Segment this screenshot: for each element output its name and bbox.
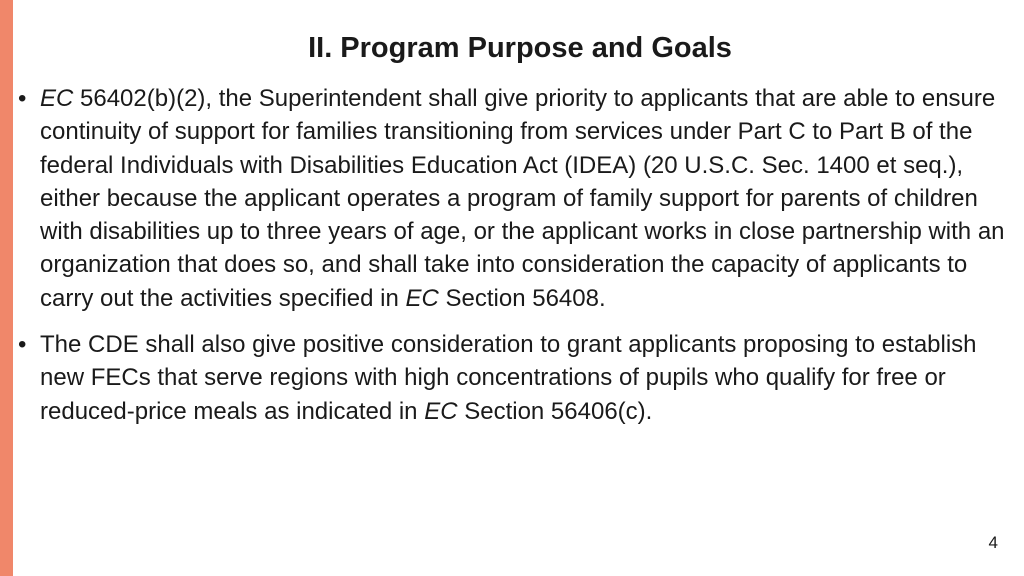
bullet-icon: • bbox=[18, 331, 27, 359]
ec-abbreviation: EC bbox=[40, 85, 74, 112]
bullet-text: The CDE shall also give positive consideration to grant applicants proposing to establish new FECs that serve regions with high concentrations of pupils who qualify for free or reduced-price meals as indicated in bbox=[40, 331, 977, 425]
bullet-item-1 bbox=[18, 82, 1008, 315]
bullet-text: 56402(b)(2), the Superintendent shall give priority to applicants that are able to ensure continuity of support for families transitioning from services under Part C to Part B of the federal Individuals with Disabilities Education Act (IDEA) (20 U.S.C. Sec. 1400 et seq.), either because the applicant operates a program of family support for parents of children with disabilities up to three years of age, or the applicant works in close partnership with an organization that does so, and shall take into consideration the capacity of applicants to carry out the activities specified in bbox=[40, 85, 1005, 312]
bullet-text: Section 56406(c). bbox=[457, 397, 653, 425]
bullet-item-2 bbox=[18, 328, 1008, 428]
bullet-icon: • bbox=[18, 85, 27, 112]
bullet-list bbox=[18, 82, 1008, 428]
page-number: 4 bbox=[988, 533, 998, 552]
accent-bar bbox=[0, 0, 13, 576]
ec-abbreviation: EC bbox=[424, 397, 458, 425]
bullet-text: Section 56408. bbox=[438, 284, 606, 312]
slide-title: II. Program Purpose and Goals bbox=[308, 32, 732, 64]
ec-abbreviation: EC bbox=[405, 284, 439, 312]
